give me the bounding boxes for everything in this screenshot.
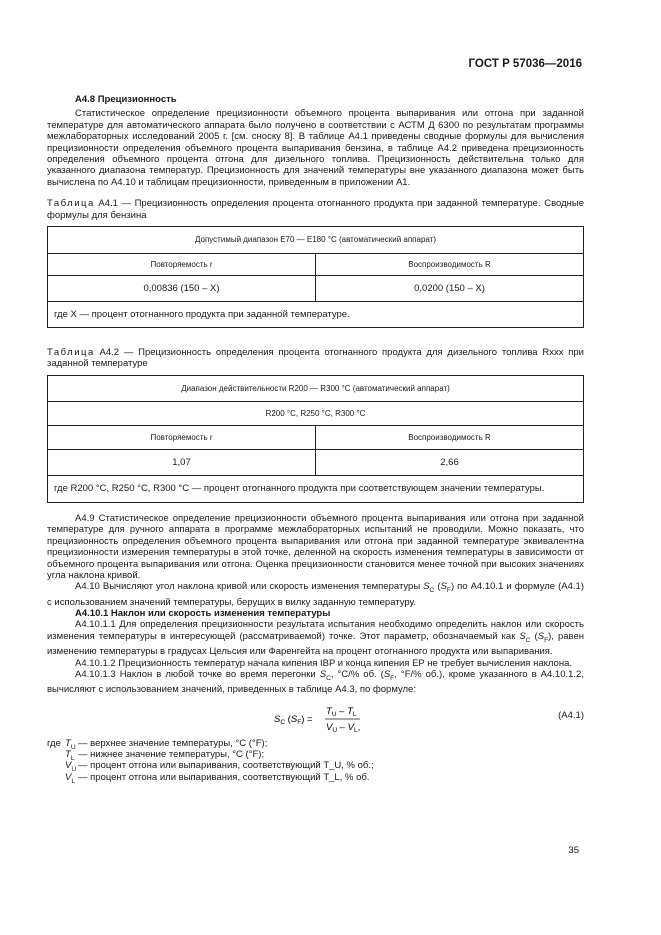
table1-col1-header: Повторяемость r [48,254,316,276]
table2-note: где R200 °С, R250 °С, R300 °С — процент отогнанного продукта при соответствующем значении температуры. [48,475,584,502]
table2-caption-text: А4.2 — Прецизионность определения процента отогнанного продукта для дизельного топлива Rxxx при заданной температуре [47,347,584,370]
def-symbol: $V_L$ [65,771,76,785]
table2-col1-header: Повторяемость r [48,425,316,449]
a41011-text-start: А4.10.1.1 Для определения прецизионности результата испытания необходимо определить наклон или скорость изменения температуры в интересующей (рассматриваемой) точке. Этот параметр, обозначаемый как [47,619,584,642]
table1-caption [47,198,584,221]
formula-expression [274,703,384,737]
a410-text-start: А4.10 Вычисляют угол наклона кривой или скорость изменения температуры [75,581,424,593]
formula-number: (А4.1) [558,709,584,721]
heading-a4101: А4.10.1 Наклон или скорость изменения температуры [75,608,331,620]
table2-temps-row: R200 °C, R250 °C, R300 °C [48,401,584,425]
a410-text-end: по А4.10.1 и формуле (А4.1) с использованием значений температуры, берущих в вилку заданную температуру. [47,581,584,608]
definition-row [47,738,584,749]
table1-caption-word: Таблица [47,198,95,210]
def-text: — процент отгона или выпаривания, соответствующий T_L, % об. [78,771,370,783]
paragraph-a410: А4.10 Вычисляют угол наклона кривой или скорость изменения температуры $S_C$ $(S_F)$ по А4.10.1 и формуле (А4.1) с использованием значений температуры, берущих в вилку заданную температуру. [47,581,584,608]
a41013-text-end: , °F/% об.), кроме указанного в А4.10.1.2, вычисляют с использованием значений, приведенных в таблице А4.3, по формуле: [47,668,584,696]
document-header: ГОСТ Р 57036—2016 [468,58,582,70]
page-number: 35 [568,845,579,856]
formula-a41 [47,698,584,738]
def-text: — процент отгона или выпаривания, соответствующий T_U, % об.; [78,760,374,772]
table-a42 [47,375,584,503]
page-body [47,94,584,783]
paragraph-a41011: А4.10.1.1 Для определения прецизионности результата испытания необходимо определить наклон или скорость изменения температуры в интересующей (рассматриваемой) точке. Этот параметр, обозначаемый как $S_C$ $(S_F)$, равен изменению температуры в градусах Цельсия или Фаренгейта на процент отогнанного продукта или выпаривания. [47,619,584,658]
formula-denominator: $V_U - V_L$, [326,721,361,734]
def-symbol: $T_U$ [65,737,76,751]
formula-lhs: $S_C$ $(S_F)$ = [274,713,313,726]
paragraph-a41013: А4.10.1.3 Наклон в любой точке во время перегонки $S_C$, °С/% об. ($S_F$, °F/% об.), кроме указанного в А4.10.1.2, вычисляют с использованием значений, приведенных в таблице А4.3, по формуле: [47,668,584,696]
paragraph-a41012: А4.10.1.2 Прецизионность температур начала кипения IBP и конца кипения EP не требует вычисления наклона. [75,657,572,669]
formula-numerator: $T_U - T_L$ [326,705,357,718]
definition-row [47,772,584,783]
table1-range-row: Допустимый диапазон Е70 — Е180 °С (автоматический аппарат) [48,227,584,254]
definition-row [47,760,584,774]
table1-col2-header: Воспроизводимость R [316,254,584,276]
table1-col1-value: 0,00836 (150 – X) [48,276,316,302]
definition-row [47,749,584,760]
section-heading-a48: А4.8 Прецизионность [75,94,177,105]
def-text: — нижнее значение температуры, °С (°F); [78,749,265,761]
paragraph-a49: А4.9 Статистическое определение прецизионности объемного процента выпаривания или отгона при заданной температуре для ручного аппарата в программе межлабораторных испытаний не проводили. Можно показать, что прецизионность определения объемного процента выпаривания или отгона при заданной температуре эквивалентна прецизионности измерения температуры в этой точке, деленной на скорость изменения температуры в зависимости от объемного процента выпаривания или отгона. Оценка прецизионности становится менее точной при высоких значениях угла наклона кривой. [47,512,584,581]
table-a41 [47,226,584,328]
def-symbol: $V_U$ [65,760,77,774]
table2-range-row: Диапазон действительности R200 — R300 °С (автоматический аппарат) [48,375,584,401]
def-text: — верхнее значение температуры, °С (°F); [78,737,268,749]
formula-definitions [47,738,584,784]
table1-note: где X — процент отогнанного продукта при заданной температуре. [48,302,584,328]
table2-caption-word: Таблица [47,347,95,359]
a41013-text-mid: , °С/% об. ( [330,668,384,680]
table2-col2-value: 2,66 [316,449,584,475]
def-symbol: $T_L$ [65,749,75,762]
table2-col1-value: 1,07 [48,449,316,475]
table2-col2-header: Воспроизводимость R [316,425,584,449]
paragraph-a48: Статистическое определение прецизионности объемного процента выпаривания или отгона при заданной температуре для автоматического аппарата было получено в соответствии с АСТМ Д 6300 по результатам программы межлабораторных исследований 2005 г. [см. сноску 8]. В таблице А4.1 приведены сводные формулы для вычисления прецизионности определения объемного процента выпаривания бензина, в таблице А4.2 приведена прецизионность определения объемного процента отгона для дизельного топлива. Прецизионность действительна только для указанного диапазона температур. Прецизионность для значений температуры вне указанного диапазона может быть вычислена по А4.10 и таблицам прецизионности, приведенным в приложении А1. [47,108,584,188]
table2-caption [47,347,584,370]
a41013-text-start: А4.10.1.3 Наклон в любой точке во время перегонки [75,668,320,680]
a41011-text-end: , равен изменению температуры в градусах Цельсия или Фаренгейта на процент отогнанного продукта или выпаривания. [47,630,584,658]
table1-caption-text: А4.1 — Прецизионность определения процента отогнанного продукта при заданной температуре. Сводные формулы для бензина [47,198,584,221]
definitions-where: где [47,737,61,749]
table1-col2-value: 0,0200 (150 – X) [316,276,584,302]
